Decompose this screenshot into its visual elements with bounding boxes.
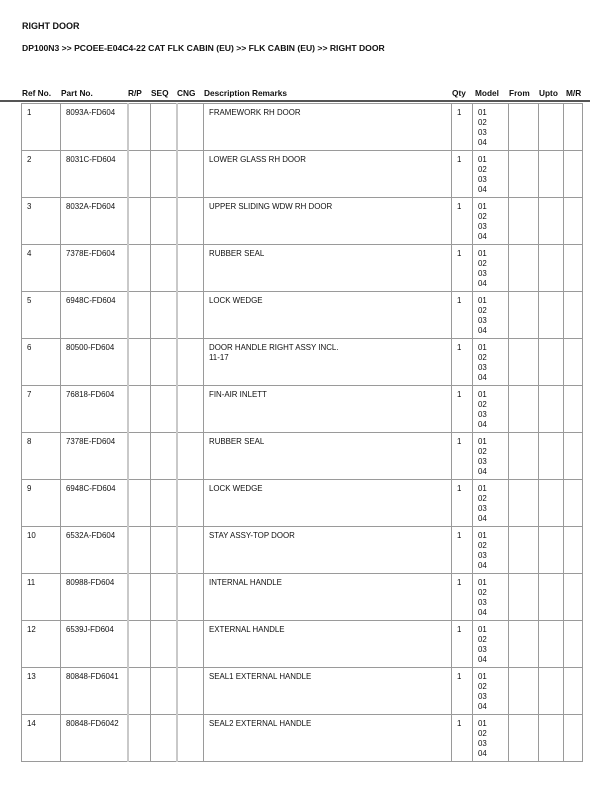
part-no-cell: 80500-FD604	[61, 339, 128, 386]
header-part-no: Part No.	[61, 88, 93, 98]
description-cell	[204, 339, 452, 386]
model-code: 04	[478, 467, 487, 476]
from-cell	[509, 668, 539, 715]
model-code: 01	[478, 531, 487, 540]
rp-cell	[128, 433, 151, 480]
model-code: 02	[478, 400, 487, 409]
header-ref-no: Ref No.	[22, 88, 52, 98]
from-cell	[509, 621, 539, 668]
description-text: LOCK WEDGE	[209, 484, 263, 493]
part-no-cell: 80848-FD6041	[61, 668, 128, 715]
header-qty: Qty	[452, 88, 466, 98]
model-cell	[473, 574, 509, 621]
model-cell	[473, 198, 509, 245]
rp-cell	[128, 339, 151, 386]
upto-cell	[539, 104, 564, 151]
from-cell	[509, 104, 539, 151]
from-cell	[509, 151, 539, 198]
qty-cell: 1	[452, 151, 473, 198]
from-cell	[509, 339, 539, 386]
table-row[interactable]	[22, 715, 583, 762]
mr-cell	[564, 574, 583, 621]
header-mr: M/R	[566, 88, 582, 98]
description-cell	[204, 386, 452, 433]
upto-cell	[539, 151, 564, 198]
qty-cell: 1	[452, 715, 473, 762]
table-row[interactable]	[22, 621, 583, 668]
qty-cell: 1	[452, 245, 473, 292]
description-cell	[204, 480, 452, 527]
header-divider	[0, 100, 590, 102]
parts-table-body	[22, 104, 583, 762]
description-cell	[204, 292, 452, 339]
part-no-cell: 76818-FD604	[61, 386, 128, 433]
ref-no-cell: 7	[22, 386, 61, 433]
model-cell	[473, 104, 509, 151]
description-cell	[204, 715, 452, 762]
description-cell	[204, 198, 452, 245]
header-model: Model	[475, 88, 499, 98]
description-remark: 11-17	[209, 353, 229, 362]
cng-cell	[177, 480, 204, 527]
model-cell	[473, 668, 509, 715]
model-code: 01	[478, 155, 487, 164]
model-code: 03	[478, 175, 487, 184]
upto-cell	[539, 292, 564, 339]
model-code: 01	[478, 437, 487, 446]
table-row[interactable]	[22, 104, 583, 151]
header-rp: R/P	[128, 88, 142, 98]
header-upto: Upto	[539, 88, 558, 98]
from-cell	[509, 480, 539, 527]
model-code: 01	[478, 484, 487, 493]
from-cell	[509, 198, 539, 245]
mr-cell	[564, 386, 583, 433]
rp-cell	[128, 621, 151, 668]
description-text: LOWER GLASS RH DOOR	[209, 155, 306, 164]
table-row[interactable]	[22, 245, 583, 292]
seq-cell	[151, 668, 177, 715]
model-code: 01	[478, 202, 487, 211]
upto-cell	[539, 433, 564, 480]
rp-cell	[128, 715, 151, 762]
seq-cell	[151, 339, 177, 386]
ref-no-cell: 8	[22, 433, 61, 480]
rp-cell	[128, 245, 151, 292]
mr-cell	[564, 104, 583, 151]
model-cell	[473, 386, 509, 433]
model-code: 04	[478, 326, 487, 335]
rp-cell	[128, 480, 151, 527]
model-code: 02	[478, 494, 487, 503]
model-code: 03	[478, 692, 487, 701]
ref-no-cell: 4	[22, 245, 61, 292]
description-text: UPPER SLIDING WDW RH DOOR	[209, 202, 333, 211]
from-cell	[509, 292, 539, 339]
qty-cell: 1	[452, 480, 473, 527]
description-text: RUBBER SEAL	[209, 437, 265, 446]
model-code: 04	[478, 655, 487, 664]
mr-cell	[564, 433, 583, 480]
qty-cell: 1	[452, 292, 473, 339]
table-row[interactable]	[22, 433, 583, 480]
table-row[interactable]	[22, 339, 583, 386]
model-code: 04	[478, 232, 487, 241]
model-code: 02	[478, 541, 487, 550]
model-code: 03	[478, 410, 487, 419]
ref-no-cell: 3	[22, 198, 61, 245]
model-code: 04	[478, 185, 487, 194]
table-row[interactable]	[22, 292, 583, 339]
qty-cell: 1	[452, 198, 473, 245]
qty-cell: 1	[452, 386, 473, 433]
upto-cell	[539, 715, 564, 762]
part-no-cell: 7378E-FD604	[61, 245, 128, 292]
model-code: 03	[478, 222, 487, 231]
model-code: 01	[478, 296, 487, 305]
from-cell	[509, 715, 539, 762]
table-row[interactable]	[22, 198, 583, 245]
seq-cell	[151, 198, 177, 245]
description-cell	[204, 574, 452, 621]
rp-cell	[128, 574, 151, 621]
model-cell	[473, 527, 509, 574]
part-no-cell: 6539J-FD604	[61, 621, 128, 668]
rp-cell	[128, 292, 151, 339]
upto-cell	[539, 245, 564, 292]
rp-cell	[128, 151, 151, 198]
model-code: 03	[478, 645, 487, 654]
rp-cell	[128, 527, 151, 574]
model-code: 03	[478, 457, 487, 466]
model-code: 02	[478, 447, 487, 456]
ref-no-cell: 2	[22, 151, 61, 198]
model-code: 01	[478, 249, 487, 258]
ref-no-cell: 12	[22, 621, 61, 668]
model-code: 04	[478, 561, 487, 570]
header-description: Description Remarks	[204, 88, 288, 98]
seq-cell	[151, 574, 177, 621]
part-no-cell: 7378E-FD604	[61, 433, 128, 480]
model-code: 02	[478, 729, 487, 738]
model-cell	[473, 292, 509, 339]
part-no-cell: 6532A-FD604	[61, 527, 128, 574]
table-row[interactable]	[22, 480, 583, 527]
seq-cell	[151, 715, 177, 762]
seq-cell	[151, 480, 177, 527]
part-no-cell: 80988-FD604	[61, 574, 128, 621]
seq-cell	[151, 527, 177, 574]
mr-cell	[564, 292, 583, 339]
description-cell	[204, 104, 452, 151]
model-code: 02	[478, 259, 487, 268]
table-row[interactable]	[22, 527, 583, 574]
model-code: 02	[478, 588, 487, 597]
model-cell	[473, 480, 509, 527]
part-no-cell: 6948C-FD604	[61, 292, 128, 339]
qty-cell: 1	[452, 433, 473, 480]
model-code: 03	[478, 551, 487, 560]
seq-cell	[151, 104, 177, 151]
part-no-cell: 8032A-FD604	[61, 198, 128, 245]
upto-cell	[539, 198, 564, 245]
cng-cell	[177, 386, 204, 433]
model-cell	[473, 339, 509, 386]
table-row[interactable]	[22, 574, 583, 621]
part-no-cell: 80848-FD6042	[61, 715, 128, 762]
description-text: RUBBER SEAL	[209, 249, 265, 258]
model-code: 04	[478, 373, 487, 382]
model-code: 03	[478, 504, 487, 513]
mr-cell	[564, 151, 583, 198]
cng-cell	[177, 433, 204, 480]
cng-cell	[177, 715, 204, 762]
ref-no-cell: 10	[22, 527, 61, 574]
cng-cell	[177, 292, 204, 339]
description-cell	[204, 151, 452, 198]
description-text: DOOR HANDLE RIGHT ASSY INCL.	[209, 343, 339, 352]
model-cell	[473, 151, 509, 198]
model-code: 02	[478, 118, 487, 127]
model-code: 03	[478, 269, 487, 278]
upto-cell	[539, 339, 564, 386]
from-cell	[509, 386, 539, 433]
cng-cell	[177, 104, 204, 151]
upto-cell	[539, 574, 564, 621]
model-cell	[473, 245, 509, 292]
cng-cell	[177, 621, 204, 668]
parts-table	[21, 103, 583, 762]
model-code: 04	[478, 138, 487, 147]
header-from: From	[509, 88, 530, 98]
model-code: 01	[478, 578, 487, 587]
ref-no-cell: 14	[22, 715, 61, 762]
model-code: 03	[478, 598, 487, 607]
description-cell	[204, 527, 452, 574]
table-row[interactable]	[22, 668, 583, 715]
mr-cell	[564, 715, 583, 762]
qty-cell: 1	[452, 104, 473, 151]
table-row[interactable]	[22, 151, 583, 198]
model-cell	[473, 715, 509, 762]
model-code: 03	[478, 316, 487, 325]
model-code: 01	[478, 625, 487, 634]
seq-cell	[151, 245, 177, 292]
model-code: 03	[478, 128, 487, 137]
model-code: 04	[478, 514, 487, 523]
model-cell	[473, 621, 509, 668]
upto-cell	[539, 527, 564, 574]
from-cell	[509, 245, 539, 292]
model-code: 02	[478, 165, 487, 174]
model-cell	[473, 433, 509, 480]
seq-cell	[151, 433, 177, 480]
qty-cell: 1	[452, 668, 473, 715]
description-text: FRAMEWORK RH DOOR	[209, 108, 301, 117]
upto-cell	[539, 480, 564, 527]
mr-cell	[564, 668, 583, 715]
description-text: FIN-AIR INLETT	[209, 390, 267, 399]
from-cell	[509, 527, 539, 574]
upto-cell	[539, 621, 564, 668]
description-text: SEAL1 EXTERNAL HANDLE	[209, 672, 312, 681]
rp-cell	[128, 198, 151, 245]
seq-cell	[151, 292, 177, 339]
cng-cell	[177, 151, 204, 198]
model-code: 01	[478, 672, 487, 681]
model-code: 02	[478, 353, 487, 362]
part-no-cell: 8093A-FD604	[61, 104, 128, 151]
mr-cell	[564, 480, 583, 527]
cng-cell	[177, 527, 204, 574]
model-code: 01	[478, 108, 487, 117]
table-header	[0, 88, 612, 100]
description-cell	[204, 433, 452, 480]
description-cell	[204, 621, 452, 668]
cng-cell	[177, 245, 204, 292]
part-no-cell: 8031C-FD604	[61, 151, 128, 198]
model-code: 04	[478, 279, 487, 288]
seq-cell	[151, 621, 177, 668]
upto-cell	[539, 386, 564, 433]
ref-no-cell: 13	[22, 668, 61, 715]
description-cell	[204, 668, 452, 715]
from-cell	[509, 574, 539, 621]
description-text: SEAL2 EXTERNAL HANDLE	[209, 719, 312, 728]
model-code: 04	[478, 420, 487, 429]
model-code: 04	[478, 749, 487, 758]
seq-cell	[151, 151, 177, 198]
mr-cell	[564, 527, 583, 574]
model-code: 02	[478, 635, 487, 644]
ref-no-cell: 9	[22, 480, 61, 527]
rp-cell	[128, 668, 151, 715]
model-code: 03	[478, 739, 487, 748]
model-code: 02	[478, 306, 487, 315]
qty-cell: 1	[452, 339, 473, 386]
rp-cell	[128, 386, 151, 433]
description-text: INTERNAL HANDLE	[209, 578, 282, 587]
model-code: 02	[478, 212, 487, 221]
from-cell	[509, 433, 539, 480]
mr-cell	[564, 245, 583, 292]
cng-cell	[177, 339, 204, 386]
description-text: LOCK WEDGE	[209, 296, 263, 305]
ref-no-cell: 6	[22, 339, 61, 386]
model-code: 02	[478, 682, 487, 691]
description-text: EXTERNAL HANDLE	[209, 625, 285, 634]
table-row[interactable]	[22, 386, 583, 433]
cng-cell	[177, 668, 204, 715]
ref-no-cell: 1	[22, 104, 61, 151]
seq-cell	[151, 386, 177, 433]
mr-cell	[564, 198, 583, 245]
model-code: 01	[478, 390, 487, 399]
model-code: 01	[478, 719, 487, 728]
model-code: 04	[478, 702, 487, 711]
mr-cell	[564, 621, 583, 668]
description-cell	[204, 245, 452, 292]
header-seq: SEQ	[151, 88, 169, 98]
cng-cell	[177, 574, 204, 621]
ref-no-cell: 11	[22, 574, 61, 621]
rp-cell	[128, 104, 151, 151]
breadcrumb: DP100N3 >> PCOEE-E04C4-22 CAT FLK CABIN (EU) >> FLK CABIN (EU) >> RIGHT DOOR	[22, 43, 385, 53]
upto-cell	[539, 668, 564, 715]
part-no-cell: 6948C-FD604	[61, 480, 128, 527]
model-code: 01	[478, 343, 487, 352]
qty-cell: 1	[452, 527, 473, 574]
qty-cell: 1	[452, 574, 473, 621]
mr-cell	[564, 339, 583, 386]
description-text: STAY ASSY-TOP DOOR	[209, 531, 295, 540]
ref-no-cell: 5	[22, 292, 61, 339]
cng-cell	[177, 198, 204, 245]
qty-cell: 1	[452, 621, 473, 668]
model-code: 04	[478, 608, 487, 617]
page-title: RIGHT DOOR	[22, 21, 80, 31]
header-cng: CNG	[177, 88, 196, 98]
model-code: 03	[478, 363, 487, 372]
